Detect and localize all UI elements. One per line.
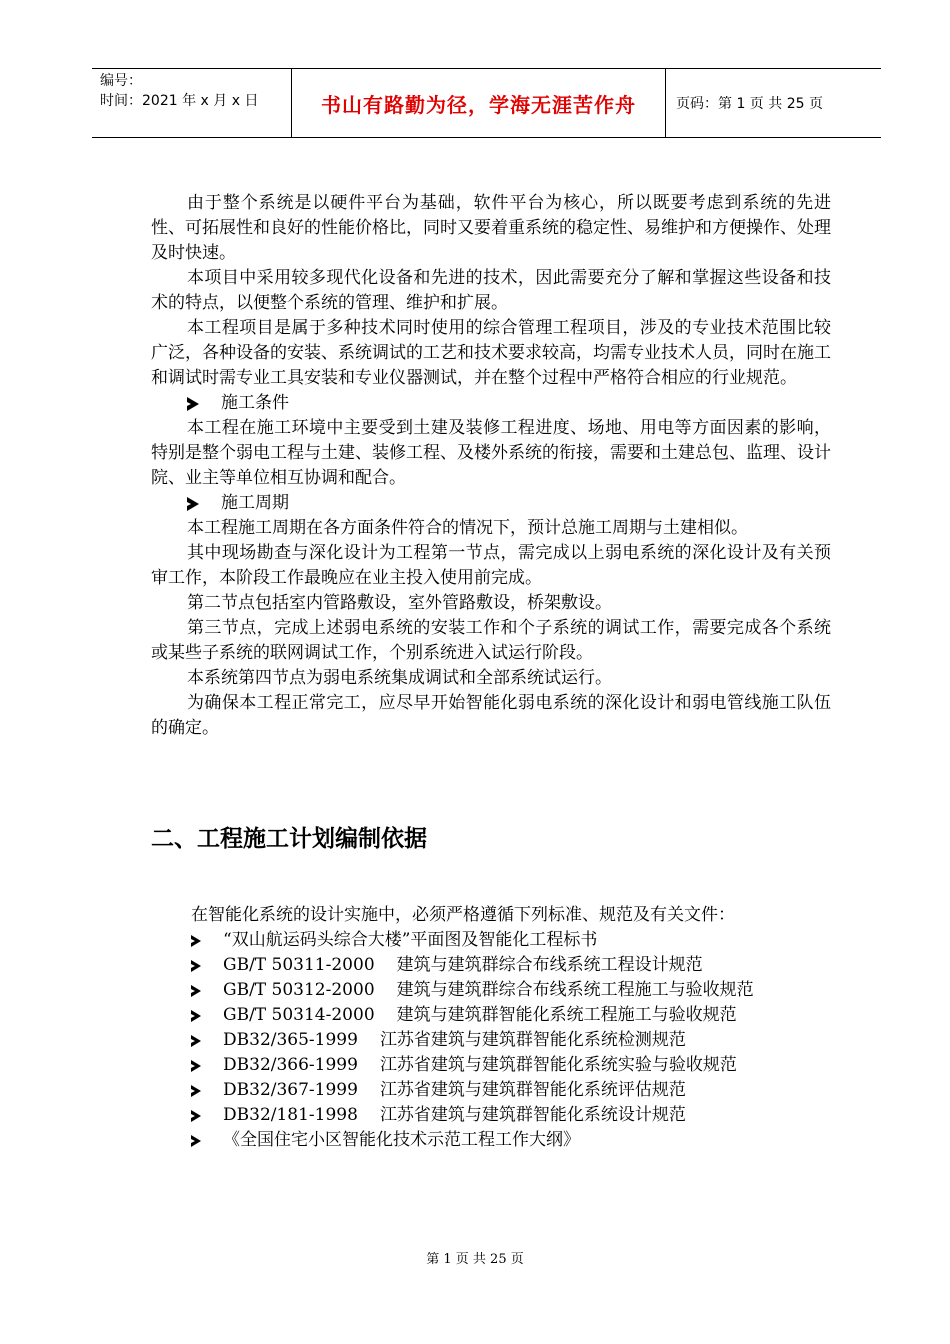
list-item: [151, 1078, 831, 1103]
arrow-bullet-icon: [191, 985, 201, 997]
standard-text: “双山航运码头综合大楼”平面图及智能化工程标书: [223, 930, 598, 950]
arrow-bullet-icon: [191, 1060, 201, 1072]
list-item: [151, 928, 831, 953]
page-header: [92, 68, 881, 138]
standard-text: 建筑与建筑群综合布线系统工程设计规范: [396, 955, 703, 975]
paragraph: 其中现场勘查与深化设计为工程第一节点，需完成以上弱电系统的深化设计及有关预审工作，本阶段工作最晚应在业主投入使用前完成。: [151, 543, 831, 588]
standard-text: 江苏省建筑与建筑群智能化系统评估规范: [379, 1080, 686, 1100]
standard-text: 江苏省建筑与建筑群智能化系统实验与验收规范: [379, 1055, 737, 1075]
body-section: [151, 191, 831, 741]
header-meta: [92, 69, 292, 137]
bullet-heading-text: 施工周期: [221, 493, 289, 513]
paragraph: 本工程施工周期在各方面条件符合的情况下，预计总施工周期与土建相似。: [187, 518, 748, 538]
paragraph: 本项目中采用较多现代化设备和先进的技术，因此需要充分了解和掌握这些设备和技术的特点，以便整个系统的管理、维护和扩展。: [151, 268, 831, 313]
standard-text: 建筑与建筑群智能化系统工程施工与验收规范: [396, 1005, 737, 1025]
standards-list: [151, 928, 831, 1153]
arrow-bullet-icon: [187, 497, 199, 511]
arrow-bullet-icon: [191, 1035, 201, 1047]
standards-section: [151, 903, 831, 1153]
standard-code: DB32/181-1998: [223, 1105, 358, 1125]
section-title: 二、工程施工计划编制依据: [151, 826, 427, 852]
bullet-heading: [151, 391, 831, 416]
standard-code: DB32/365-1999: [223, 1030, 358, 1050]
paragraph: 本系统第四节点为弱电系统集成调试和全部系统试运行。: [187, 668, 612, 688]
list-item: [151, 953, 831, 978]
list-item: [151, 1053, 831, 1078]
number-label: 编号：: [100, 73, 142, 89]
standard-text: 建筑与建筑群综合布线系统工程施工与验收规范: [396, 980, 754, 1000]
list-item: [151, 1028, 831, 1053]
paragraph: 由于整个系统是以硬件平台为基础，软件平台为核心，所以既要考虑到系统的先进性、可拓展性和良好的性能价格比，同时又要着重系统的稳定性、易维护和方便操作、处理及时快速。: [151, 193, 831, 263]
arrow-bullet-icon: [191, 1010, 201, 1022]
standard-text: 江苏省建筑与建筑群智能化系统设计规范: [379, 1105, 686, 1125]
bullet-heading: [151, 491, 831, 516]
paragraph: 本工程项目是属于多种技术同时使用的综合管理工程项目，涉及的专业技术范围比较广泛，各种设备的安装、系统调试的工艺和技术要求较高，均需专业技术人员，同时在施工和调试时需专业工具安装和专业仪器测试，并在整个过程中严格符合相应的行业规范。: [151, 318, 831, 388]
paragraph: 第三节点，完成上述弱电系统的安装工作和个子系统的调试工作，需要完成各个系统或某些子系统的联网调试工作，个别系统进入试运行阶段。: [151, 618, 831, 663]
arrow-bullet-icon: [187, 397, 199, 411]
standard-text: 《全国住宅小区智能化技术示范工程工作大纲》: [223, 1130, 580, 1150]
standard-code: GB/T 50311-2000: [223, 955, 375, 975]
header-page-label: 页码：第 1 页 共 25 页: [676, 96, 823, 112]
list-item: [151, 1128, 831, 1153]
list-item: [151, 1103, 831, 1128]
standard-code: GB/T 50312-2000: [223, 980, 375, 1000]
paragraph: 为确保本工程正常完工，应尽早开始智能化弱电系统的深化设计和弱电管线施工队伍的确定。: [151, 693, 831, 738]
arrow-bullet-icon: [191, 1135, 201, 1147]
time-label: 时间：2021 年 x 月 x 日: [100, 93, 259, 109]
paragraph: 第二节点包括室内管路敷设，室外管路敷设，桥架敷设。: [187, 593, 612, 613]
paragraph: 本工程在施工环境中主要受到土建及装修工程进度、场地、用电等方面因素的影响，特别是整个弱电工程与土建、装修工程、及楼外系统的衔接，需要和土建总包、监理、设计院、业主等单位相互协调和配合。: [151, 418, 831, 488]
standard-code: GB/T 50314-2000: [223, 1005, 375, 1025]
standard-text: 江苏省建筑与建筑群智能化系统检测规范: [379, 1030, 686, 1050]
arrow-bullet-icon: [191, 935, 201, 947]
arrow-bullet-icon: [191, 960, 201, 972]
standard-code: DB32/366-1999: [223, 1055, 358, 1075]
standards-intro: 在智能化系统的设计实施中，必须严格遵循下列标准、规范及有关文件：: [191, 905, 735, 925]
standard-code: DB32/367-1999: [223, 1080, 358, 1100]
list-item: [151, 978, 831, 1003]
arrow-bullet-icon: [191, 1085, 201, 1097]
header-motto: 书山有路勤为径，学海无涯苦作舟: [292, 69, 666, 137]
bullet-heading-text: 施工条件: [221, 393, 289, 413]
list-item: [151, 1003, 831, 1028]
arrow-bullet-icon: [191, 1110, 201, 1122]
page-footer: 第 1 页 共 25 页: [426, 1252, 524, 1267]
